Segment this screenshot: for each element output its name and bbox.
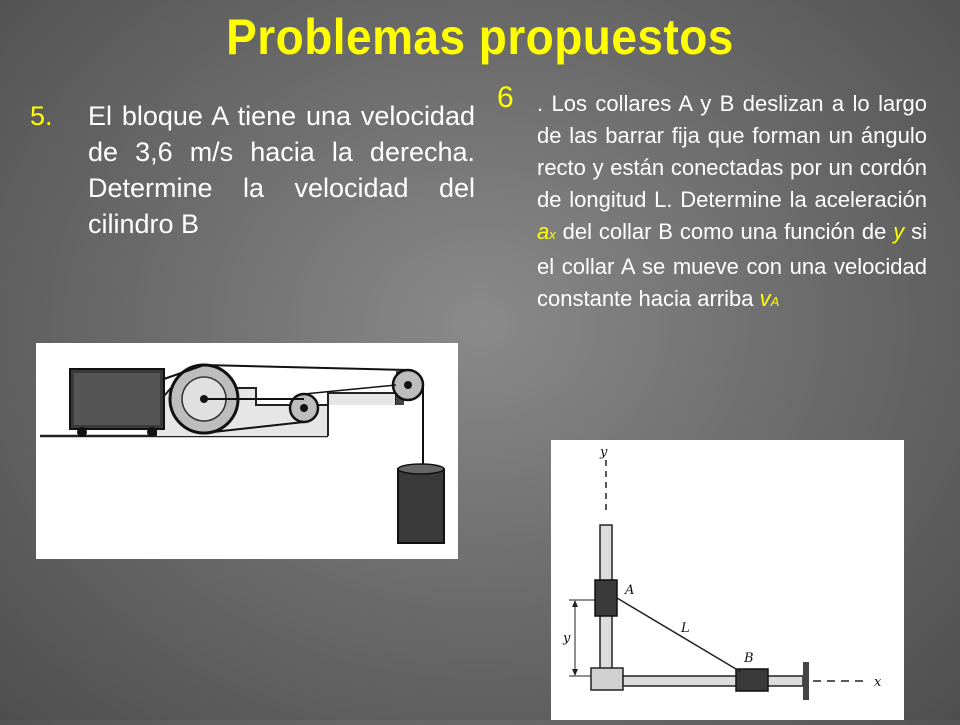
problem-5 bbox=[30, 98, 475, 242]
problem-5-figure bbox=[36, 343, 458, 559]
ax-letter: a bbox=[537, 219, 550, 244]
problem-5-number: 5. bbox=[30, 101, 53, 131]
y-dimension-label: y bbox=[563, 631, 571, 646]
va-variable bbox=[760, 286, 780, 311]
ax-variable bbox=[537, 219, 556, 244]
va-subscript: A bbox=[770, 294, 780, 309]
problem-5-text: El bloque A tiene una velocidad de 3,6 m/s hacia la derecha. Determine la velocidad del cilindro B bbox=[88, 101, 475, 239]
cord-label: L bbox=[681, 621, 690, 636]
problem-6-text-part2: del collar B como una función de bbox=[555, 219, 894, 244]
ax-subscript: x bbox=[549, 227, 556, 242]
problem-6-text bbox=[537, 88, 927, 318]
problem-6-number: 6 bbox=[497, 81, 514, 114]
collar-b-label: B bbox=[744, 651, 754, 666]
y-axis-label: y bbox=[600, 445, 608, 460]
y-variable: y bbox=[893, 219, 905, 244]
problem-6 bbox=[497, 82, 927, 318]
problem-6-figure bbox=[551, 440, 904, 720]
x-axis-label: x bbox=[874, 675, 882, 690]
collar-a-label: A bbox=[625, 583, 635, 598]
problem-6-text-part1: . Los collares A y B deslizan a lo largo de las barrar fija que forman un ángulo recto y están conectadas por un cordón de longitud L. Determine la aceleración bbox=[537, 91, 927, 212]
problem-6-text-part3: si el collar A se mueve con una velocidad constante hacia arriba bbox=[537, 219, 928, 311]
va-letter: v bbox=[759, 286, 771, 311]
slide-title: Problemas propuestos bbox=[226, 9, 734, 65]
